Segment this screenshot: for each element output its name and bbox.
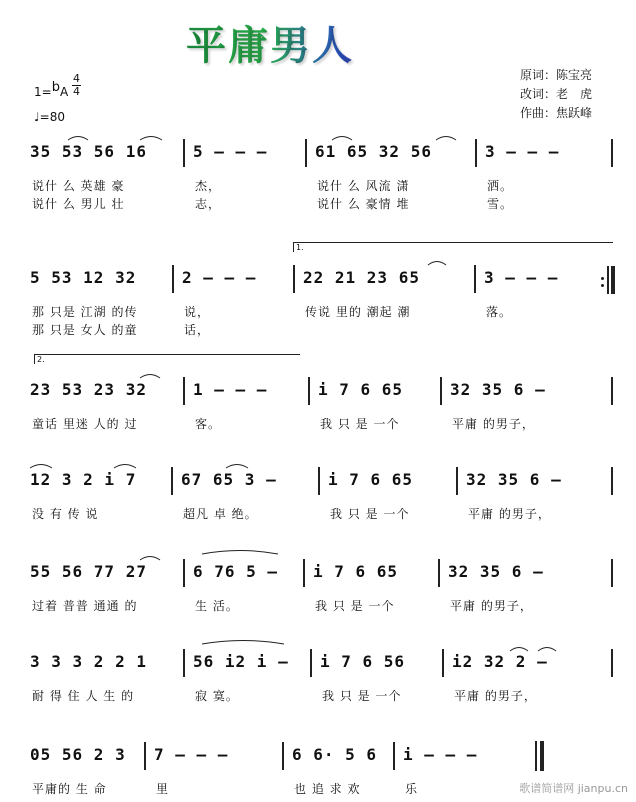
measure-notes: 55 56 77 27 [30,562,147,581]
measure-notes: 32 35 6 – [448,562,544,581]
slur-mark [114,465,136,469]
measure-notes: 1 – – – [193,380,268,399]
lyric-verse-1: 我 只 是 一个 [322,689,402,703]
final-barline-thick [540,741,544,771]
slur-mark [510,648,528,652]
barline [475,139,477,167]
lyric-verse-2: 说什 么 男儿 壮 [32,197,125,211]
slur-mark [226,465,248,469]
final-barline [535,741,537,771]
barline [474,265,476,293]
lyric-verse-1: 平庸 的男子， [450,599,533,613]
barline [303,559,305,587]
measure-notes: 7 – – – [154,745,229,764]
repeat-barline [607,266,609,294]
lyric-verse-1: 落。 [486,305,513,319]
volta-bracket [34,354,300,355]
volta-number: 2. [37,355,45,364]
slur-mark [436,137,456,141]
measure-notes: i 7 6 65 [318,380,404,399]
barline [293,265,295,293]
slur-mark [140,375,160,379]
measure-notes: 3 – – – [484,268,559,287]
slur-mark [68,137,88,141]
lyric-verse-1: 客。 [195,417,222,431]
credits-block [520,66,592,123]
time-signature [72,73,81,98]
barline [318,467,320,495]
lyric-verse-1: 我 只 是 一个 [315,599,395,613]
volta-bracket [293,242,613,243]
measure-notes: 32 35 6 – [450,380,546,399]
barline [310,649,312,677]
key-prefix: 1= [34,85,52,99]
repeat-barline-thick [611,266,615,294]
slur-mark [428,262,446,266]
lyric-verse-1: 过着 普普 通通 的 [32,599,138,613]
credit-revised-lyricist: 改词：老 虎 [520,87,593,101]
measure-notes: 2 – – – [182,268,257,287]
measure-notes: 23 53 23 32 [30,380,147,399]
measure-notes: 3 – – – [485,142,560,161]
measure-notes: 6 76 5 – [193,562,279,581]
lyric-verse-1: 说， [184,305,211,319]
repeat-dots [601,273,604,291]
lyric-verse-2: 那 只是 女人 的童 [32,323,138,337]
barline [611,467,613,495]
lyric-verse-1: 耐 得 住 人 生 的 [32,689,135,703]
credit-original-lyricist: 原词：陈宝亮 [520,68,593,82]
barline [305,139,307,167]
lyric-verse-1: 说什 么 英雄 豪 [32,179,125,193]
lyric-verse-1: 生 活。 [195,599,239,613]
measure-notes: 6 6· 5 6 [292,745,378,764]
watermark: 歌谱简谱网 jianpu.cn [519,782,628,795]
measure-notes: i2 32 2 – [452,652,548,671]
lyric-verse-1: 我 只 是 一个 [320,417,400,431]
barline [183,559,185,587]
flat-sign: b [51,80,60,95]
tempo-value: =80 [39,110,65,124]
slur-mark [140,557,160,561]
barline [611,649,613,677]
lyric-verse-1: 乐 [405,782,419,796]
measure-notes: 3 3 3 2 2 1 [30,652,147,671]
lyric-verse-1: 洒。 [487,179,514,193]
volta-number: 1. [296,243,304,252]
lyric-verse-1: 平庸的 生 命 [32,782,107,796]
barline [442,649,444,677]
lyric-verse-1: 寂 寞。 [195,689,239,703]
tempo-marking [34,110,65,124]
lyric-verse-2: 话， [184,323,211,337]
barline [611,559,613,587]
lyric-verse-1: 也 追 求 欢 [294,782,361,796]
barline [171,467,173,495]
barline [611,139,613,167]
lyric-verse-1: 杰， [195,179,222,193]
measure-notes: i 7 6 56 [320,652,406,671]
measure-notes: 12 3 2 i 7 [30,470,137,489]
slur-mark [202,641,284,645]
lyric-verse-1: 传说 里的 潮起 潮 [305,305,411,319]
barline [282,742,284,770]
time-numerator: 4 [73,72,80,85]
measure-notes: 56 i2 i – [193,652,289,671]
measure-notes: i – – – [403,745,478,764]
volta-bracket-tick [293,242,294,252]
lyric-verse-1: 平庸 的男子， [454,689,537,703]
lyric-verse-1: 没 有 传 说 [32,507,99,521]
measure-notes: 67 65 3 – [181,470,277,489]
measure-notes: 22 21 23 65 [303,268,420,287]
measure-notes: i 7 6 65 [313,562,399,581]
barline [172,265,174,293]
credit-composer: 作曲：焦跃峰 [520,106,593,120]
slur-mark [140,137,162,141]
measure-notes: 5 53 12 32 [30,268,137,287]
lyric-verse-1: 说什 么 风流 潇 [317,179,410,193]
quarter-note-icon: ♩ [34,110,40,124]
key-note: A [59,85,69,99]
song-title: 平庸男人 [186,14,446,64]
barline [440,377,442,405]
time-denominator: 4 [73,85,80,98]
measure-notes: 32 35 6 – [466,470,562,489]
lyric-verse-1: 超凡 卓 绝。 [183,507,258,521]
measure-notes: 61 65 32 56 [315,142,432,161]
barline [393,742,395,770]
measure-notes: i 7 6 65 [328,470,414,489]
lyric-verse-2: 说什 么 豪情 堆 [317,197,410,211]
measure-notes: 35 53 56 16 [30,142,147,161]
lyric-verse-1: 平庸 的男子， [468,507,551,521]
barline [144,742,146,770]
lyric-verse-2: 志， [195,197,222,211]
barline [438,559,440,587]
key-signature [34,80,68,99]
barline [183,139,185,167]
volta-bracket-tick [34,354,35,364]
barline [183,649,185,677]
measure-notes: 5 – – – [193,142,268,161]
lyric-verse-1: 平庸 的男子， [452,417,535,431]
barline [611,377,613,405]
lyric-verse-1: 那 只是 江湖 的传 [32,305,138,319]
lyric-verse-1: 我 只 是 一个 [330,507,410,521]
slur-mark [332,137,352,141]
lyric-verse-1: 里 [156,782,170,796]
slur-mark [202,551,278,555]
measure-notes: 05 56 2 3 [30,745,126,764]
slur-mark [538,648,556,652]
barline [308,377,310,405]
barline [183,377,185,405]
lyric-verse-1: 童话 里迷 人的 过 [32,417,138,431]
lyric-verse-2: 雪。 [487,197,514,211]
slur-mark [30,465,52,469]
barline [456,467,458,495]
